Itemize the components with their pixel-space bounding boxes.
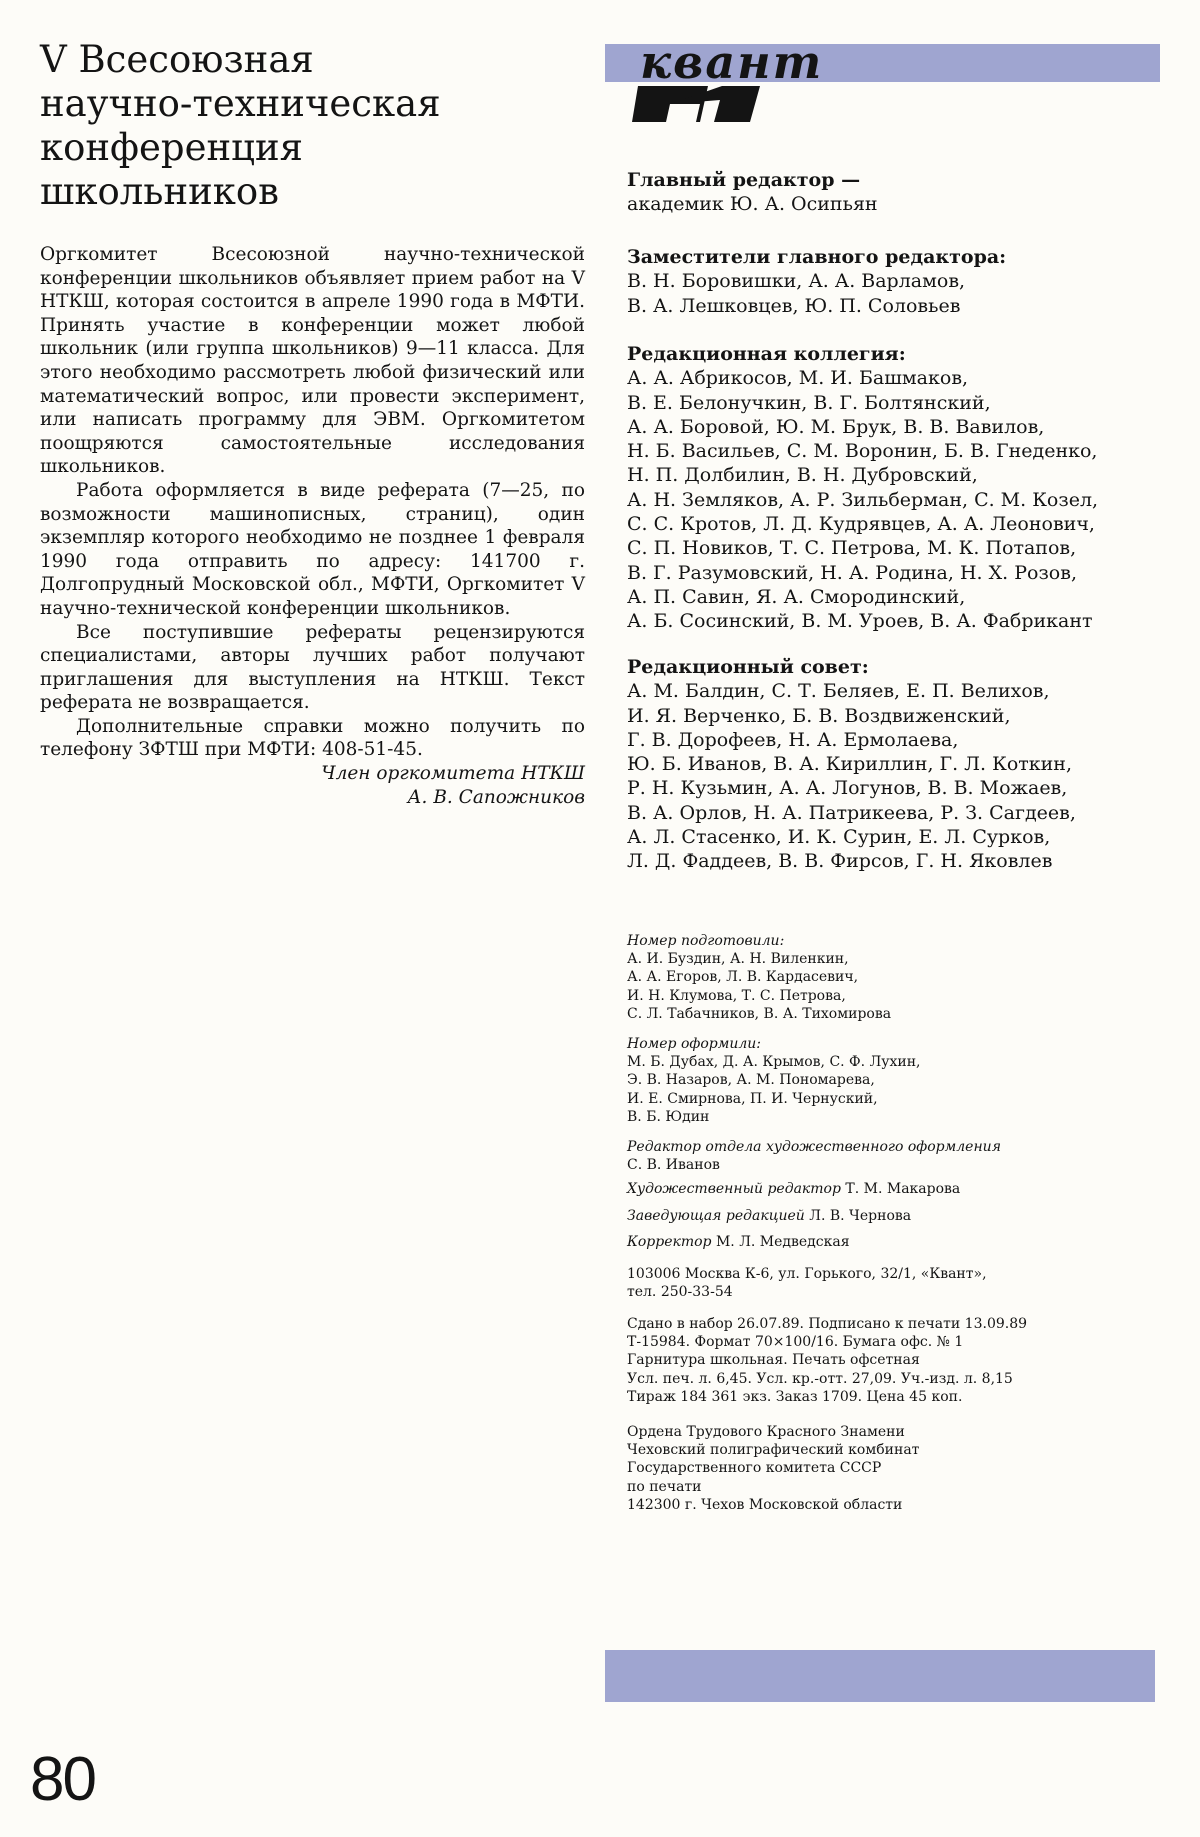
title-line: V Всесоюзная: [40, 38, 314, 81]
prepared-by-block: [627, 932, 1167, 1023]
prepared-line: А. И. Буздин, А. Н. Виленкин,: [627, 951, 849, 968]
printer-line: 142300 г. Чехов Московской области: [627, 1496, 903, 1513]
editorial-council-block: [627, 655, 1167, 874]
chief-editor-name: академик Ю. А. Осипьян: [627, 193, 878, 216]
designed-label: Номер оформили:: [627, 1036, 761, 1052]
prepared-line: И. Н. Клумова, Т. С. Петрова,: [627, 987, 846, 1004]
board-line: А. П. Савин, Я. А. Смородинский,: [627, 585, 966, 608]
signature-name: А. В. Сапожников: [407, 786, 585, 808]
art-editor-name: Т. М. Макарова: [845, 1181, 961, 1197]
designed-line: Э. В. Назаров, А. М. Пономарева,: [627, 1072, 875, 1089]
board-line: А. Н. Земляков, А. Р. Зильберман, С. М. Козел,: [627, 488, 1099, 511]
prepared-label: Номер подготовили:: [627, 933, 785, 949]
article-paragraph: Оргкомитет Всесоюзной научно-технической конференции школьников объявляет прием работ на V НТКШ, которая состоится в апреле 1990 года в МФТИ. Принять участие в конференции может любой школьник (или группа школьников) 9—11 класса. Для этого необходимо рассмотреть любой физический или математический вопрос, или провести эксперимент, или написать программу для ЭВМ. Оргкомитетом поощряются самостоятельные исследования школьников.: [40, 244, 585, 478]
art-editor-label: Художественный редактор: [627, 1181, 841, 1197]
editorial-board-block: [627, 342, 1167, 634]
title-line: конференция: [40, 126, 303, 169]
article-body: [40, 243, 585, 809]
address-line: 103006 Москва К-6, ул. Горького, 32/1, «Квант»,: [627, 1266, 987, 1282]
print-info-line: Тираж 184 361 экз. Заказ 1709. Цена 45 коп.: [627, 1388, 963, 1405]
kvant-logo: [605, 38, 1160, 128]
deputies-block: [627, 245, 1167, 318]
page-title: [40, 38, 600, 214]
council-line: В. А. Орлов, Н. А. Патрикеева, Р. З. Сагдеев,: [627, 801, 1076, 824]
board-line: А. А. Абрикосов, М. И. Башмаков,: [627, 367, 969, 390]
article-paragraph: Дополнительные справки можно получить по телефону ЗФТШ при МФТИ: 408-51-45.: [40, 715, 585, 761]
art-dept-name: С. В. Иванов: [627, 1157, 720, 1174]
chief-editor-label: Главный редактор —: [627, 169, 861, 191]
designed-line: В. Б. Юдин: [627, 1108, 710, 1125]
address-line: тел. 250-33-54: [627, 1284, 733, 1301]
board-line: Н. П. Долбилин, В. Н. Дубровский,: [627, 464, 978, 487]
deputies-line: В. Н. Боровишки, А. А. Варламов,: [627, 270, 966, 293]
printer-line: по печати: [627, 1478, 702, 1495]
proofreader-name: М. Л. Медведская: [715, 1234, 850, 1250]
designed-line: И. Е. Смирнова, П. И. Чернуский,: [627, 1090, 878, 1107]
prepared-line: С. Л. Табачников, В. А. Тихомирова: [627, 1005, 892, 1022]
prepared-line: А. А. Егоров, Л. В. Кардасевич,: [627, 969, 859, 986]
page-number: 80: [30, 1745, 95, 1814]
printer-line: Государственного комитета СССР: [627, 1460, 882, 1477]
proofreader-line: [627, 1233, 1167, 1251]
signature-role: Член оргкомитета НТКШ: [321, 763, 585, 785]
board-line: Н. Б. Васильев, С. М. Воронин, Б. В. Гнеденко,: [627, 440, 1098, 463]
council-line: Р. Н. Кузьмин, А. А. Логунов, В. В. Можаев,: [627, 777, 1068, 800]
council-line: А. Л. Стасенко, И. К. Сурин, Е. Л. Сурков,: [627, 826, 1051, 849]
address-block: [627, 1265, 1167, 1301]
head-office-line: [627, 1207, 1167, 1225]
council-line: Г. В. Дорофеев, Н. А. Ермолаева,: [627, 728, 959, 751]
head-office-name: Л. В. Чернова: [809, 1208, 912, 1224]
designed-line: М. Б. Дубах, Д. А. Крымов, С. Ф. Лухин,: [627, 1054, 921, 1071]
article-paragraph: Работа оформляется в виде реферата (7—25, по возможности машинописных, страниц), один экземпляр которого необходимо не позднее 1 февраля 1990 года отправить по адресу: 141700 г. Долгопрудный Московской обл., МФТИ, Оргкомитет V научно-технической конференции школьников.: [40, 479, 585, 619]
board-line: А. А. Боровой, Ю. М. Брук, В. В. Вавилов,: [627, 415, 1045, 438]
board-line: С. П. Новиков, Т. С. Петрова, М. К. Потапов,: [627, 537, 1077, 560]
printer-line: Чеховский полиграфический комбинат: [627, 1442, 920, 1459]
board-line: В. Г. Разумовский, Н. А. Родина, Н. Х. Розов,: [627, 561, 1077, 584]
council-label: Редакционный совет:: [627, 656, 869, 678]
art-editor-line: [627, 1180, 1167, 1198]
art-dept-block: [627, 1138, 1167, 1174]
deputies-label: Заместители главного редактора:: [627, 246, 1007, 268]
print-info-line: Усл. печ. л. 6,45. Усл. кр.-отт. 27,09. Уч.-изд. л. 8,15: [627, 1370, 1013, 1387]
print-info-line: Сдано в набор 26.07.89. Подписано к печати 13.09.89: [627, 1316, 1028, 1332]
chief-editor-block: [627, 168, 1167, 217]
council-line: Л. Д. Фаддеев, В. В. Фирсов, Г. Н. Яковлев: [627, 850, 1053, 873]
article-paragraph: Все поступившие рефераты рецензируются специалистами, авторы лучших работ получают приглашения для выступления на НТКШ. Текст реферата не возвращается.: [40, 621, 585, 714]
board-line: В. Е. Белонучкин, В. Г. Болтянский,: [627, 391, 991, 414]
deputies-line: В. А. Лешковцев, Ю. П. Соловьев: [627, 294, 961, 317]
logo-mark: [630, 38, 950, 128]
head-office-label: Заведующая редакцией: [627, 1208, 805, 1224]
council-line: Ю. Б. Иванов, В. А. Кириллин, Г. Л. Коткин,: [627, 753, 1073, 776]
decorative-color-band: [605, 1650, 1155, 1702]
council-line: А. М. Балдин, С. Т. Беляев, Е. П. Велихов,: [627, 680, 1050, 703]
board-label: Редакционная коллегия:: [627, 343, 906, 365]
art-dept-label: Редактор отдела художественного оформления: [627, 1139, 1001, 1155]
board-line: С. С. Кротов, Л. Д. Кудрявцев, А. А. Леонович,: [627, 513, 1095, 536]
logo-text: квант: [640, 38, 824, 89]
printer-block: [627, 1423, 1167, 1514]
designed-by-block: [627, 1035, 1167, 1126]
print-info-line: Гарнитура школьная. Печать офсетная: [627, 1352, 920, 1369]
title-line: школьников: [40, 170, 280, 213]
proofreader-label: Корректор: [627, 1234, 712, 1250]
printer-line: Ордена Трудового Красного Знамени: [627, 1424, 905, 1440]
council-line: И. Я. Верченко, Б. В. Воздвиженский,: [627, 704, 1011, 727]
print-info-block: [627, 1315, 1167, 1406]
board-line: А. Б. Сосинский, В. М. Уроев, В. А. Фабрикант: [627, 610, 1093, 633]
title-line: научно-техническая: [40, 82, 441, 125]
print-info-line: Т-15984. Формат 70×100/16. Бумага офс. № 1: [627, 1334, 964, 1351]
